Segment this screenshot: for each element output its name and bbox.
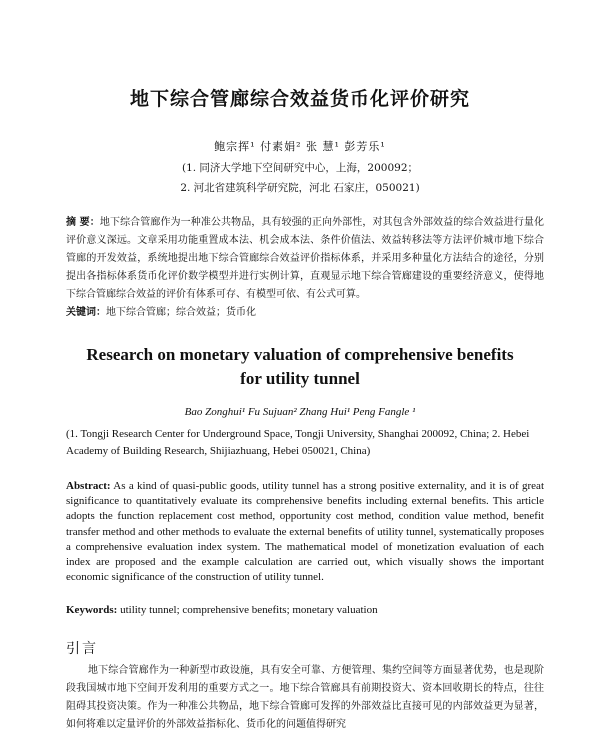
chinese-authors: 鲍宗挥¹ 付素娟² 张 慧¹ 彭芳乐¹ [214, 140, 386, 153]
chinese-abstract [66, 214, 544, 322]
chinese-keywords-label: 关键词： [66, 307, 106, 318]
english-title-line-1: Research on monetary valuation of comprehensive benefits [86, 345, 514, 364]
chinese-abstract-label: 摘 要： [66, 217, 100, 228]
english-keywords [66, 604, 544, 616]
english-abstract [66, 479, 544, 585]
english-abstract-label: Abstract: [66, 480, 111, 492]
english-title [0, 343, 600, 391]
chinese-keywords-text: 地下综合管廊；综合效益；货币化 [106, 307, 256, 318]
section-heading-introduction: 引言 [66, 641, 98, 657]
introduction-paragraph: 地下综合管廊作为一种新型市政设施，具有安全可靠、方便管理、集约空间等方面显著优势，也是现阶段我国城市地下空间开发利用的重要方式之一。地下综合管廊具有前期投资大、资本回收期长的特点，往往阻碍其投资决策。作为一种准公共物品，地下综合管廊可发挥的外部效益比直接可见的内部效益更为显著，如何将难以定量评价的外部效益指标化、货币化的问题值得研究 [66, 665, 544, 730]
english-keywords-text: utility tunnel; comprehensive benefits; monetary valuation [117, 604, 378, 616]
chinese-abstract-text: 地下综合管廊作为一种准公共物品，具有较强的正向外部性，对其包含外部效益的综合效益进行量化评价意义深远。文章采用功能重置成本法、机会成本法、条件价值法、效益转移法等方法评价城市地下综合管廊的开发效益，系统地提出地下综合管廊综合效益评价指标体系，并采用多种量化方法结合的途径，分别提出各指标体系货币化评价数学模型并进行实例计算，直观显示地下综合管廊建设的重要经济意义，使得地下综合管廊综合效益的评价有体系可存、有模型可依、有公式可算。 [66, 217, 545, 300]
chinese-title: 地下综合管廊综合效益货币化评价研究 [129, 88, 470, 110]
english-affiliation: (1. Tongji Research Center for Underground Space, Tongji University, Shanghai 200092, China; 2. Hebei Academy of Building Research, Shijiazhuang, Hebei 050021, China) [66, 428, 530, 457]
chinese-affiliation-1: (1. 同济大学地下空间研究中心，上海，200092； [181, 162, 419, 174]
chinese-affiliation-2: 2. 河北省建筑科学研究院，河北 石家庄，050021) [180, 182, 420, 194]
english-authors: Bao Zonghui¹ Fu Sujuan² Zhang Hui¹ Peng Fangle ¹ [184, 406, 416, 418]
english-keywords-label: Keywords: [66, 604, 118, 616]
english-title-line-2: for utility tunnel [240, 369, 360, 388]
english-abstract-text: As a kind of quasi-public goods, utility tunnel has a strong positive externality, and it is of great significance to quantitatively evaluate its comprehensive benefits including external benefits. This article adopts the function replacement cost method, opportunity cost method, condition value method, benefit transfer method and other methods to evaluate the external benefits of utility tunnel, systematically proposes a comprehensive evaluation index system. The mathematical model of monetization evaluation of each index are proposed and the example calculation are carried out, which visually shows the important economic significance of the construction of utility tunnel. [66, 480, 544, 584]
